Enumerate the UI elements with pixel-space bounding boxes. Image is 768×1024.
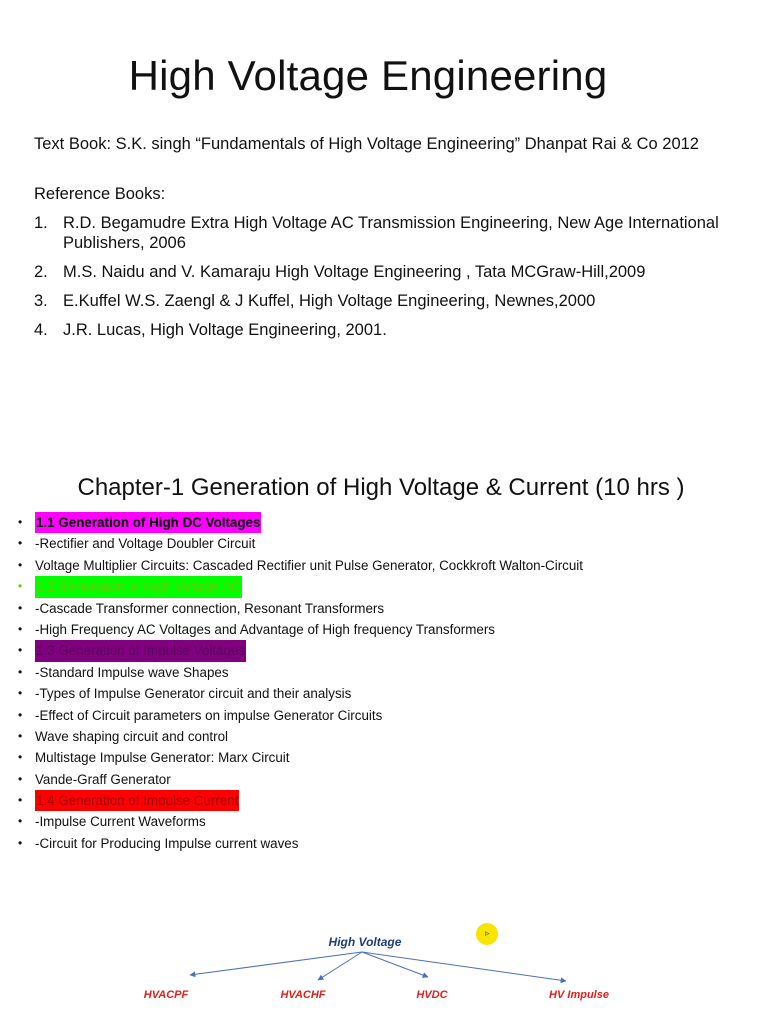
reference-item xyxy=(34,291,724,311)
topic-text: -Types of Impulse Generator circuit and their analysis xyxy=(35,686,352,702)
chapter-title: Chapter-1 Generation of High Voltage & Current (10 hrs ) xyxy=(77,474,685,501)
topic-item xyxy=(18,576,738,597)
bullet-icon: • xyxy=(18,579,23,594)
topic-item xyxy=(18,598,738,619)
diagram-arrow xyxy=(190,952,362,975)
bullet-icon: • xyxy=(18,515,23,529)
topic-item xyxy=(18,533,738,554)
reference-item xyxy=(34,320,724,340)
bullet-icon: • xyxy=(18,728,23,743)
reference-books-heading: Reference Books: xyxy=(34,185,166,203)
reference-number: 1. xyxy=(34,214,48,232)
topic-item xyxy=(18,769,738,790)
topic-text: Vande-Graff Generator xyxy=(35,771,171,787)
reference-number: 3. xyxy=(34,292,48,310)
topic-text: -Circuit for Producing Impulse current waves xyxy=(35,835,299,851)
reference-text: J.R. Lucas, High Voltage Engineering, 2001. xyxy=(63,321,387,339)
diagram-child-hvacpf: HVACPF xyxy=(143,989,189,1001)
diagram-child-hvachf: HVACHF xyxy=(280,989,326,1001)
bullet-icon: • xyxy=(18,621,23,636)
bullet-icon: • xyxy=(18,600,23,615)
section-heading: 1.3 Generation of Impulse Voltages xyxy=(35,640,246,661)
topic-item xyxy=(18,662,738,683)
bullet-icon: • xyxy=(18,643,23,658)
topic-text: Multistage Impulse Generator: Marx Circuit xyxy=(35,750,290,766)
diagram-child-hvdc: HVDC xyxy=(416,989,448,1001)
topic-text: Wave shaping circuit and control xyxy=(35,728,229,744)
bullet-icon: • xyxy=(18,664,23,679)
diagram-arrow xyxy=(362,952,428,977)
high-voltage-tree-diagram xyxy=(0,905,768,1005)
bullet-icon: • xyxy=(18,557,23,572)
topic-item xyxy=(18,705,738,726)
bullet-icon: • xyxy=(18,750,23,765)
reference-item xyxy=(34,262,724,282)
topic-list xyxy=(18,512,738,854)
bullet-icon: • xyxy=(18,707,23,722)
reference-number: 2. xyxy=(34,263,48,281)
section-heading: 1.1 Generation of High DC Voltages xyxy=(35,512,261,533)
reference-text: R.D. Begamudre Extra High Voltage AC Transmission Engineering, New Age International Publishers, 2006 xyxy=(63,214,719,252)
reference-list xyxy=(34,213,724,349)
reference-number: 4. xyxy=(34,321,48,339)
topic-text: Voltage Multiplier Circuits: Cascaded Rectifier unit Pulse Generator, Cockkroft Walton-Circuit xyxy=(35,557,583,573)
reference-item xyxy=(34,213,724,253)
topic-item xyxy=(18,833,738,854)
bullet-icon: • xyxy=(18,536,23,551)
diagram-root-label: High Voltage xyxy=(328,935,402,949)
topic-item xyxy=(18,790,738,811)
bullet-icon: • xyxy=(18,771,23,786)
topic-text: -Impulse Current Waveforms xyxy=(35,814,206,830)
bullet-icon: • xyxy=(18,835,23,850)
topic-item xyxy=(18,811,738,832)
topic-text: -Standard Impulse wave Shapes xyxy=(35,664,229,680)
mouse-pointer-icon: ▹ xyxy=(485,929,490,939)
topic-item xyxy=(18,512,738,533)
topic-text: -Rectifier and Voltage Doubler Circuit xyxy=(35,536,256,552)
diagram-child-hv-impulse: HV Impulse xyxy=(549,989,609,1001)
bullet-icon: • xyxy=(18,814,23,829)
topic-text: -Cascade Transformer connection, Resonant Transformers xyxy=(35,600,385,616)
topic-item xyxy=(18,726,738,747)
reference-text: M.S. Naidu and V. Kamaraju High Voltage Engineering , Tata MCGraw-Hill,2009 xyxy=(63,263,646,281)
topic-item xyxy=(18,683,738,704)
bullet-icon: • xyxy=(18,686,23,701)
bullet-icon: • xyxy=(18,793,23,808)
section-heading: 1.2 Generation of High Voltage AC xyxy=(35,576,242,597)
topic-text: -Effect of Circuit parameters on impulse Generator Circuits xyxy=(35,707,383,723)
topic-item xyxy=(18,555,738,576)
topic-item xyxy=(18,747,738,768)
reference-text: E.Kuffel W.S. Zaengl & J Kuffel, High Voltage Engineering, Newnes,2000 xyxy=(63,292,596,310)
diagram-arrow xyxy=(362,952,566,981)
section-heading: 1.4 Generation of Impulse Current xyxy=(35,790,239,811)
diagram-arrow xyxy=(318,952,362,980)
topic-item xyxy=(18,619,738,640)
topic-item xyxy=(18,640,738,661)
topic-text: -High Frequency AC Voltages and Advantage of High frequency Transformers xyxy=(35,621,496,637)
textbook-reference: Text Book: S.K. singh “Fundamentals of High Voltage Engineering” Dhanpat Rai & Co 2012 xyxy=(34,135,699,153)
page-title: High Voltage Engineering xyxy=(128,52,608,99)
